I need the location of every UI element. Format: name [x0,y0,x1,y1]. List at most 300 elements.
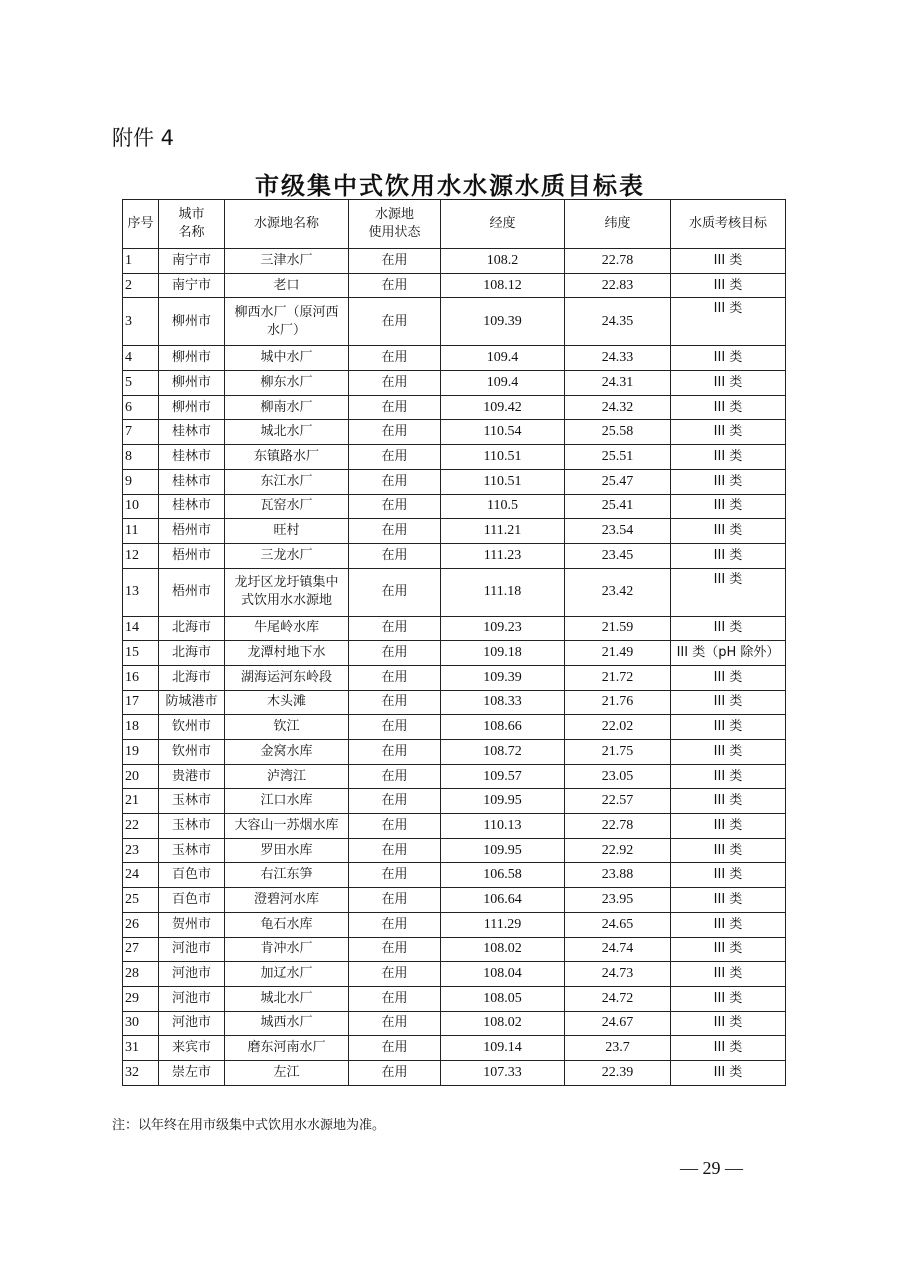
cell-longitude: 109.57 [441,764,565,789]
source-name-line1: 东江水厂 [260,473,313,489]
cell-longitude: 108.05 [441,986,565,1011]
table-row [123,1011,786,1036]
table-row [123,616,786,641]
cell-city: 防城港市 [159,690,225,715]
cell-target: III 类 [671,543,786,568]
footnote: 注：以年终在用市级集中式饮用水水源地为准。 [112,1118,386,1133]
cell-status: 在用 [349,371,441,396]
cell-city: 河池市 [159,986,225,1011]
cell-target: III 类 [671,665,786,690]
cell-no: 29 [123,986,159,1011]
cell-target: III 类 [671,1036,786,1061]
cell-latitude: 24.35 [565,298,671,346]
cell-latitude: 23.45 [565,543,671,568]
cell-city: 桂林市 [159,494,225,519]
cell-no: 31 [123,1036,159,1061]
table-row [123,469,786,494]
cell-source-name [225,962,349,987]
cell-no: 15 [123,641,159,666]
cell-source-name [225,568,349,616]
cell-city: 贵港市 [159,764,225,789]
cell-no: 18 [123,715,159,740]
cell-status: 在用 [349,469,441,494]
cell-city: 玉林市 [159,789,225,814]
table-row [123,420,786,445]
cell-source-name [225,1036,349,1061]
cell-city: 南宁市 [159,249,225,274]
cell-city: 贺州市 [159,912,225,937]
cell-target: III 类 [671,346,786,371]
cell-target: III 类 [671,690,786,715]
cell-source-name [225,641,349,666]
source-name-line1: 龙圩区龙圩镇集中 [234,575,339,591]
table-row [123,764,786,789]
table-header-row [123,200,786,249]
cell-no: 3 [123,298,159,346]
table-row [123,838,786,863]
cell-status: 在用 [349,298,441,346]
cell-city: 河池市 [159,962,225,987]
source-name-line1: 澄碧河水库 [253,891,319,907]
cell-no: 14 [123,616,159,641]
header-city [159,200,225,249]
table-row [123,740,786,765]
header-source-name: 水源地名称 [225,200,349,249]
cell-latitude: 21.76 [565,690,671,715]
cell-target: III 类 [671,838,786,863]
cell-latitude: 22.02 [565,715,671,740]
cell-latitude: 24.31 [565,371,671,396]
cell-longitude: 109.4 [441,371,565,396]
cell-no: 4 [123,346,159,371]
cell-longitude: 109.4 [441,346,565,371]
cell-longitude: 107.33 [441,1060,565,1085]
cell-source-name [225,740,349,765]
table-row [123,986,786,1011]
cell-target: III 类 [671,764,786,789]
cell-target: III 类 [671,494,786,519]
cell-target: III 类 [671,863,786,888]
cell-target: III 类 [671,986,786,1011]
source-name-line1: 瓦窑水厂 [260,498,313,514]
cell-longitude: 108.12 [441,273,565,298]
cell-longitude: 109.39 [441,665,565,690]
table-row [123,494,786,519]
cell-no: 21 [123,789,159,814]
cell-target: III 类 [671,445,786,470]
cell-longitude: 108.2 [441,249,565,274]
header-city-line1: 城市 [178,207,205,222]
cell-no: 30 [123,1011,159,1036]
cell-target: III 类 [671,1060,786,1085]
header-status-line1: 水源地 [374,207,414,222]
cell-source-name [225,494,349,519]
source-name-line1: 城北水厂 [260,990,313,1006]
cell-latitude: 21.49 [565,641,671,666]
cell-city: 梧州市 [159,568,225,616]
header-status [349,200,441,249]
cell-status: 在用 [349,814,441,839]
cell-source-name [225,469,349,494]
table-row [123,298,786,346]
cell-no: 32 [123,1060,159,1085]
cell-latitude: 25.47 [565,469,671,494]
cell-longitude: 106.64 [441,888,565,913]
cell-source-name [225,665,349,690]
table-title: 市级集中式饮用水水源水质目标表 [255,171,645,200]
source-name-line1: 钦江 [273,719,300,735]
cell-city: 桂林市 [159,420,225,445]
cell-latitude: 22.83 [565,273,671,298]
cell-status: 在用 [349,986,441,1011]
cell-latitude: 23.05 [565,764,671,789]
cell-source-name [225,764,349,789]
header-city-line2: 名称 [178,225,205,240]
cell-no: 2 [123,273,159,298]
cell-no: 17 [123,690,159,715]
cell-latitude: 24.67 [565,1011,671,1036]
cell-latitude: 22.39 [565,1060,671,1085]
cell-target: III 类 [671,469,786,494]
cell-city: 梧州市 [159,519,225,544]
table-row [123,715,786,740]
cell-city: 北海市 [159,641,225,666]
cell-no: 1 [123,249,159,274]
table-row [123,1060,786,1085]
cell-source-name [225,937,349,962]
cell-target: III 类 [671,789,786,814]
cell-status: 在用 [349,937,441,962]
cell-longitude: 109.95 [441,838,565,863]
table-row [123,249,786,274]
attachment-label: 附件 4 [112,126,175,150]
cell-longitude: 108.33 [441,690,565,715]
source-name-line1: 牛尾岭水库 [253,620,319,636]
cell-source-name [225,543,349,568]
cell-city: 桂林市 [159,469,225,494]
cell-target: III 类 [671,371,786,396]
cell-source-name [225,395,349,420]
source-name-line1: 左江 [273,1064,300,1080]
cell-longitude: 109.39 [441,298,565,346]
cell-status: 在用 [349,543,441,568]
cell-target: III 类 [671,298,786,346]
cell-city: 河池市 [159,1011,225,1036]
table-row [123,641,786,666]
source-name-line1: 三津水厂 [260,252,313,268]
cell-city: 玉林市 [159,814,225,839]
cell-status: 在用 [349,863,441,888]
cell-latitude: 25.58 [565,420,671,445]
cell-latitude: 25.51 [565,445,671,470]
table-row [123,1036,786,1061]
cell-source-name [225,249,349,274]
cell-latitude: 24.73 [565,962,671,987]
cell-status: 在用 [349,715,441,740]
cell-no: 11 [123,519,159,544]
table-row [123,346,786,371]
cell-longitude: 110.13 [441,814,565,839]
cell-source-name [225,1011,349,1036]
source-name-line1: 城北水厂 [260,424,313,440]
cell-status: 在用 [349,838,441,863]
cell-longitude: 111.29 [441,912,565,937]
cell-status: 在用 [349,1011,441,1036]
cell-longitude: 110.51 [441,445,565,470]
cell-status: 在用 [349,273,441,298]
cell-city: 柳州市 [159,395,225,420]
table-row [123,665,786,690]
header-target: 水质考核目标 [671,200,786,249]
cell-city: 玉林市 [159,838,225,863]
cell-latitude: 24.65 [565,912,671,937]
source-name-line1: 龟石水库 [260,916,313,932]
cell-latitude: 21.59 [565,616,671,641]
cell-no: 27 [123,937,159,962]
source-name-line1: 木头滩 [266,694,306,710]
table-row [123,445,786,470]
cell-longitude: 108.66 [441,715,565,740]
cell-status: 在用 [349,789,441,814]
cell-target: III 类 [671,568,786,616]
cell-status: 在用 [349,641,441,666]
cell-city: 梧州市 [159,543,225,568]
source-name-line1: 泸湾江 [266,768,306,784]
cell-target: III 类 [671,715,786,740]
cell-latitude: 23.42 [565,568,671,616]
cell-target: III 类 [671,420,786,445]
cell-status: 在用 [349,445,441,470]
table-row [123,568,786,616]
cell-status: 在用 [349,395,441,420]
cell-longitude: 111.23 [441,543,565,568]
cell-latitude: 22.92 [565,838,671,863]
cell-city: 北海市 [159,665,225,690]
source-name-line1: 肯冲水厂 [260,941,313,957]
table-row [123,519,786,544]
cell-status: 在用 [349,616,441,641]
cell-city: 钦州市 [159,715,225,740]
cell-no: 22 [123,814,159,839]
cell-city: 百色市 [159,888,225,913]
cell-status: 在用 [349,420,441,445]
cell-no: 7 [123,420,159,445]
cell-no: 9 [123,469,159,494]
cell-target: III 类 [671,249,786,274]
cell-target: III 类 [671,937,786,962]
cell-source-name [225,863,349,888]
cell-no: 8 [123,445,159,470]
cell-status: 在用 [349,740,441,765]
cell-latitude: 24.33 [565,346,671,371]
cell-target: III 类 [671,273,786,298]
cell-no: 24 [123,863,159,888]
cell-source-name [225,1060,349,1085]
cell-longitude: 111.18 [441,568,565,616]
cell-status: 在用 [349,1060,441,1085]
cell-source-name [225,273,349,298]
table-row [123,814,786,839]
cell-city: 南宁市 [159,273,225,298]
cell-source-name [225,616,349,641]
source-name-line1: 东镇路水厂 [253,448,319,464]
cell-latitude: 23.88 [565,863,671,888]
table-row [123,888,786,913]
header-longitude: 经度 [441,200,565,249]
cell-city: 钦州市 [159,740,225,765]
cell-longitude: 109.42 [441,395,565,420]
cell-city: 河池市 [159,937,225,962]
cell-city: 柳州市 [159,298,225,346]
source-name-line1: 湖海运河东岭段 [240,669,332,685]
cell-latitude: 21.72 [565,665,671,690]
cell-target: III 类 [671,616,786,641]
cell-source-name [225,986,349,1011]
cell-city: 柳州市 [159,346,225,371]
cell-source-name [225,838,349,863]
cell-target: III 类 [671,740,786,765]
cell-longitude: 110.5 [441,494,565,519]
cell-status: 在用 [349,962,441,987]
table-row [123,273,786,298]
cell-source-name [225,371,349,396]
cell-city: 柳州市 [159,371,225,396]
cell-status: 在用 [349,346,441,371]
table-row [123,395,786,420]
cell-longitude: 109.14 [441,1036,565,1061]
cell-source-name [225,690,349,715]
cell-longitude: 111.21 [441,519,565,544]
source-name-line1: 大容山一苏烟水库 [234,817,339,833]
cell-longitude: 108.72 [441,740,565,765]
cell-source-name [225,715,349,740]
cell-city: 北海市 [159,616,225,641]
source-name-line1: 加辽水厂 [260,966,313,982]
cell-source-name [225,789,349,814]
cell-no: 23 [123,838,159,863]
cell-latitude: 25.41 [565,494,671,519]
cell-target: III 类 [671,912,786,937]
cell-target: III 类 [671,888,786,913]
source-name-line1: 罗田水库 [260,842,313,858]
cell-longitude: 109.18 [441,641,565,666]
cell-source-name [225,814,349,839]
source-name-line1: 老口 [273,277,300,293]
cell-longitude: 110.54 [441,420,565,445]
cell-target: III 类 [671,962,786,987]
table-row [123,690,786,715]
cell-target: III 类（pH 除外） [671,641,786,666]
cell-no: 20 [123,764,159,789]
source-name-line1: 三龙水厂 [260,547,313,563]
table-row [123,371,786,396]
cell-status: 在用 [349,249,441,274]
cell-longitude: 109.23 [441,616,565,641]
header-latitude: 纬度 [565,200,671,249]
cell-latitude: 24.74 [565,937,671,962]
cell-no: 5 [123,371,159,396]
cell-city: 百色市 [159,863,225,888]
source-name-line1: 柳南水厂 [260,399,313,415]
cell-status: 在用 [349,519,441,544]
cell-no: 10 [123,494,159,519]
cell-source-name [225,519,349,544]
cell-longitude: 106.58 [441,863,565,888]
table-row [123,863,786,888]
cell-no: 6 [123,395,159,420]
cell-longitude: 109.95 [441,789,565,814]
source-name-line1: 柳西水厂（原河西 [234,304,339,320]
cell-no: 19 [123,740,159,765]
cell-no: 25 [123,888,159,913]
cell-latitude: 22.57 [565,789,671,814]
cell-status: 在用 [349,568,441,616]
cell-longitude: 108.04 [441,962,565,987]
cell-longitude: 108.02 [441,937,565,962]
source-name-line1: 旺村 [273,523,300,539]
cell-latitude: 24.32 [565,395,671,420]
cell-source-name [225,346,349,371]
table-row [123,912,786,937]
cell-source-name [225,888,349,913]
cell-longitude: 110.51 [441,469,565,494]
cell-source-name [225,298,349,346]
cell-target: III 类 [671,519,786,544]
cell-no: 16 [123,665,159,690]
source-name-line1: 柳东水厂 [260,374,313,390]
cell-status: 在用 [349,690,441,715]
cell-latitude: 21.75 [565,740,671,765]
source-name-line1: 磨东河南水厂 [247,1040,326,1056]
source-name-line1: 金窝水库 [260,743,313,759]
cell-no: 12 [123,543,159,568]
cell-source-name [225,912,349,937]
cell-target: III 类 [671,395,786,420]
cell-no: 13 [123,568,159,616]
header-status-line2: 使用状态 [368,225,421,240]
source-name-line1: 城西水厂 [260,1015,313,1031]
cell-latitude: 23.95 [565,888,671,913]
cell-city: 桂林市 [159,445,225,470]
cell-no: 26 [123,912,159,937]
cell-city: 来宾市 [159,1036,225,1061]
cell-longitude: 108.02 [441,1011,565,1036]
cell-target: III 类 [671,1011,786,1036]
cell-city: 崇左市 [159,1060,225,1085]
cell-status: 在用 [349,665,441,690]
source-name-line1: 江口水库 [260,793,313,809]
cell-source-name [225,420,349,445]
cell-status: 在用 [349,1036,441,1061]
water-source-table [122,199,786,1086]
cell-status: 在用 [349,912,441,937]
table-row [123,937,786,962]
table-body [123,249,786,1086]
page-number: — 29 — [680,1158,743,1178]
cell-latitude: 24.72 [565,986,671,1011]
cell-latitude: 23.7 [565,1036,671,1061]
cell-target: III 类 [671,814,786,839]
source-name-line2: 式饮用水水源地 [240,593,332,609]
cell-status: 在用 [349,764,441,789]
source-name-line1: 城中水厂 [260,350,313,366]
cell-no: 28 [123,962,159,987]
cell-latitude: 23.54 [565,519,671,544]
header-no: 序号 [123,200,159,249]
cell-latitude: 22.78 [565,249,671,274]
source-name-line1: 右江东笋 [260,867,313,883]
table-row [123,789,786,814]
